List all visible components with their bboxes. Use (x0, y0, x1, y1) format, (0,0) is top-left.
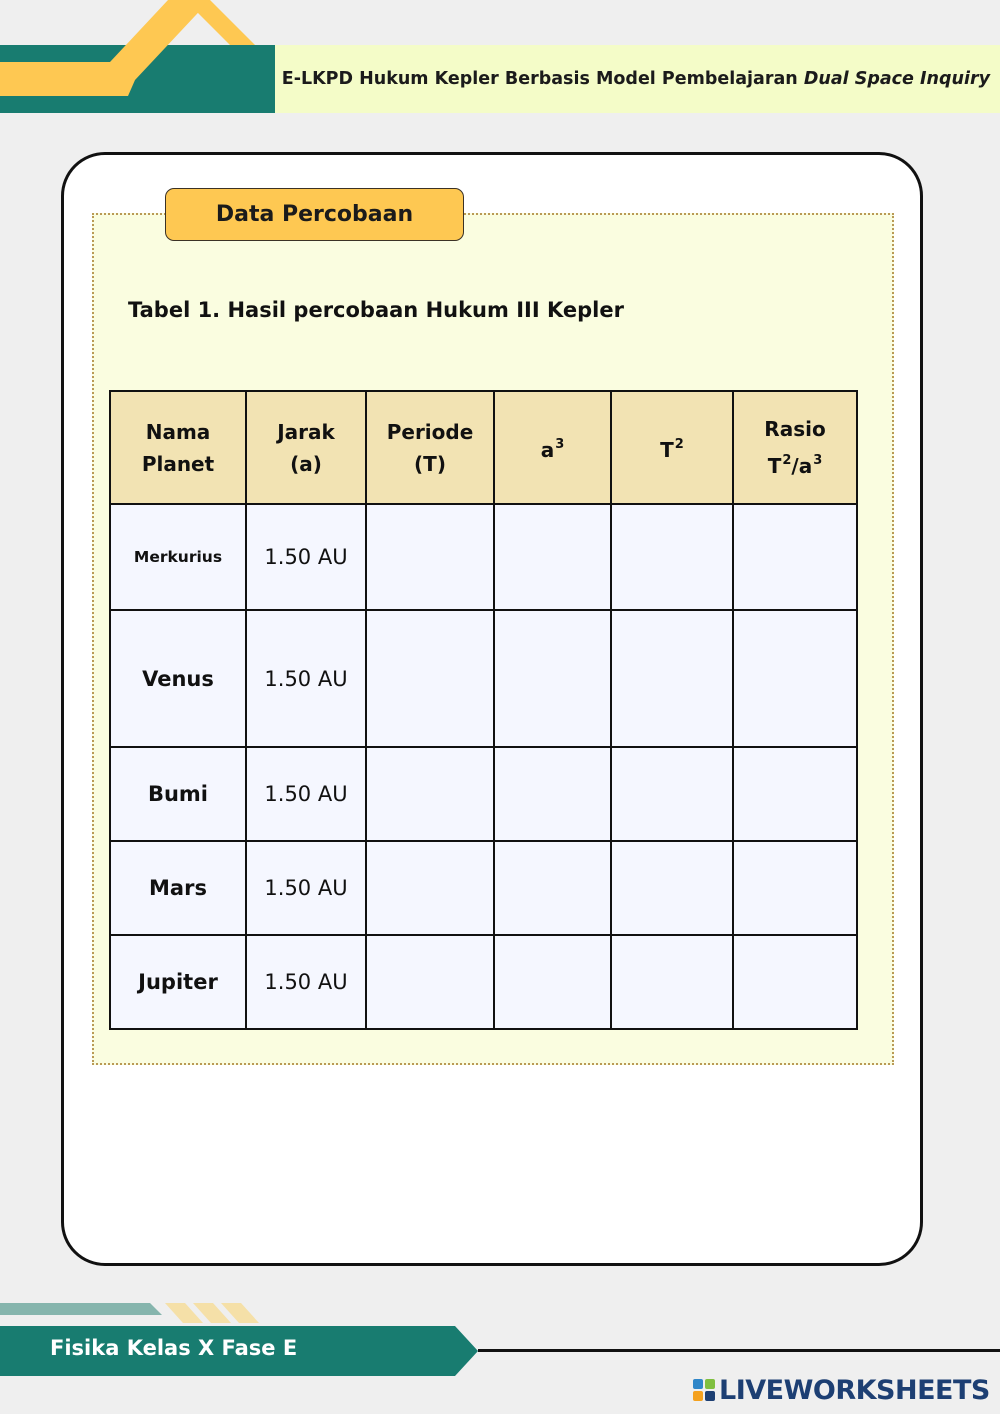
table-row (110, 935, 857, 1029)
a-cubed-cell[interactable] (494, 610, 611, 747)
section-tab-data-percobaan: Data Percobaan (165, 188, 464, 241)
table-row (110, 610, 857, 747)
brand-name: LIVEWORKSHEETS (719, 1374, 990, 1406)
header-nama-planet: Nama Planet (110, 391, 246, 504)
periode-cell[interactable] (366, 747, 494, 841)
distance-value: 1.50 AU (246, 935, 366, 1029)
planet-name: Jupiter (110, 935, 246, 1029)
header-t-squared: $T^2$ (611, 391, 733, 504)
distance-value: 1.50 AU (246, 841, 366, 935)
planet-name: Venus (110, 610, 246, 747)
rasio-cell[interactable] (733, 841, 857, 935)
header-periode: Periode (T) (366, 391, 494, 504)
planet-name: Merkurius (110, 504, 246, 610)
header-jarak: Jarak (a) (246, 391, 366, 504)
rasio-cell[interactable] (733, 935, 857, 1029)
periode-cell[interactable] (366, 610, 494, 747)
rasio-cell[interactable] (733, 747, 857, 841)
periode-cell[interactable] (366, 935, 494, 1029)
periode-cell[interactable] (366, 841, 494, 935)
a-cubed-cell[interactable] (494, 841, 611, 935)
table-row (110, 504, 857, 610)
liveworksheets-icon (693, 1379, 715, 1401)
header-rasio: Rasio $T^2/a^3$ (733, 391, 857, 504)
header-decoration (0, 0, 300, 120)
planet-name: Mars (110, 841, 246, 935)
a-cubed-cell[interactable] (494, 935, 611, 1029)
header-a-cubed: $a^3$ (494, 391, 611, 504)
a-cubed-cell[interactable] (494, 504, 611, 610)
table-row (110, 747, 857, 841)
t-squared-cell[interactable] (611, 935, 733, 1029)
planet-name: Bumi (110, 747, 246, 841)
distance-value: 1.50 AU (246, 610, 366, 747)
t-squared-cell[interactable] (611, 747, 733, 841)
table-caption: Tabel 1. Hasil percobaan Hukum III Kepler (128, 298, 624, 322)
header-band (275, 45, 1000, 113)
distance-value: 1.50 AU (246, 504, 366, 610)
t-squared-cell[interactable] (611, 610, 733, 747)
a-cubed-cell[interactable] (494, 747, 611, 841)
document-title: E-LKPD Hukum Kepler Berbasis Model Pembelajaran Dual Space Inquiry (281, 69, 990, 89)
periode-cell[interactable] (366, 504, 494, 610)
footer-label: Fisika Kelas X Fase E (50, 1336, 298, 1360)
rasio-cell[interactable] (733, 504, 857, 610)
liveworksheets-logo (693, 1372, 990, 1408)
table-row (110, 841, 857, 935)
t-squared-cell[interactable] (611, 504, 733, 610)
results-table (109, 390, 858, 1030)
t-squared-cell[interactable] (611, 841, 733, 935)
rasio-cell[interactable] (733, 610, 857, 747)
table-header-row (110, 391, 857, 504)
distance-value: 1.50 AU (246, 747, 366, 841)
